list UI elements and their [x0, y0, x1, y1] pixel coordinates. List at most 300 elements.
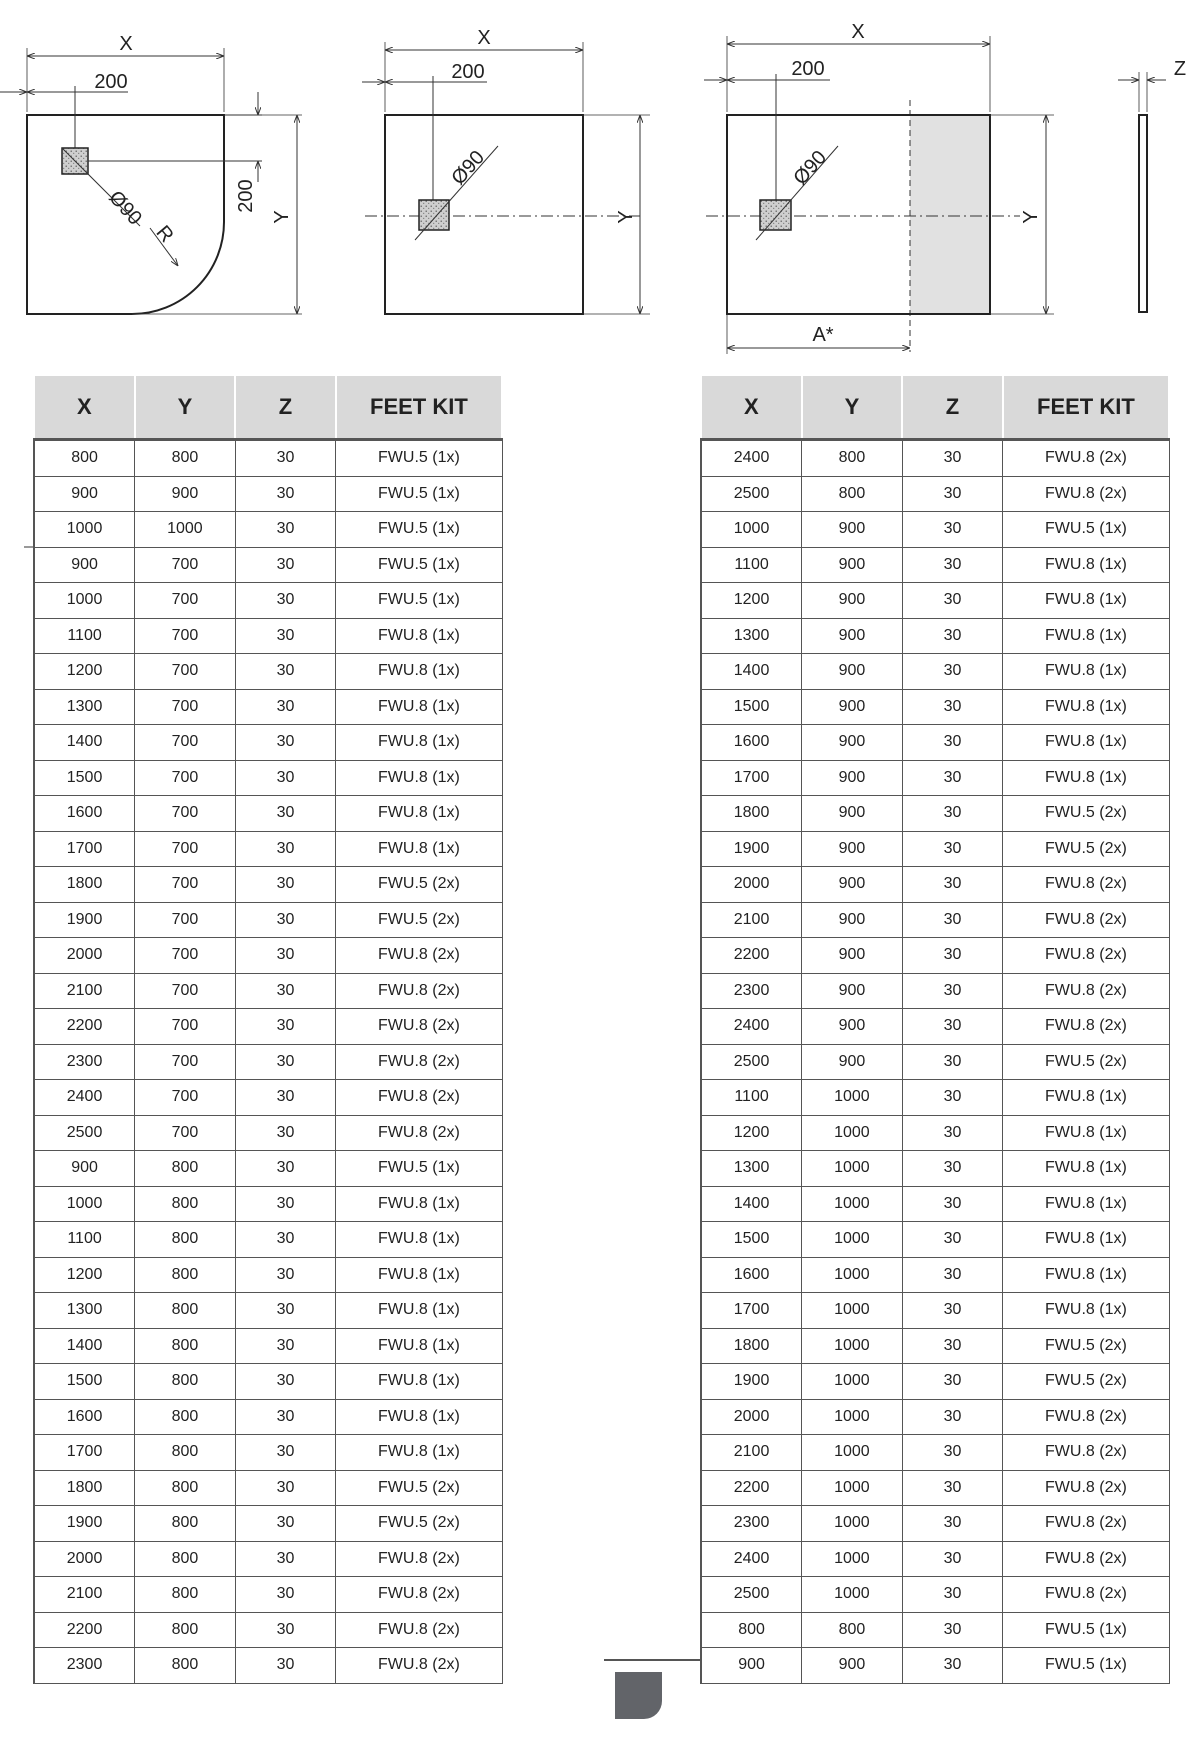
table-cell: FWU.5 (2x): [1003, 1328, 1169, 1364]
table-cell: 800: [135, 1328, 236, 1364]
table-cell: 1600: [34, 1399, 135, 1435]
table-cell: 30: [235, 1364, 336, 1400]
table-cell: 900: [34, 547, 135, 583]
table-cell: FWU.8 (2x): [1003, 1541, 1169, 1577]
table-cell: 30: [902, 1435, 1003, 1471]
dimension-200-side-label: 200: [235, 179, 257, 213]
table-cell: FWU.8 (2x): [1003, 476, 1169, 512]
drain-diameter-label: Ø90: [789, 146, 832, 190]
table-cell: 1000: [34, 512, 135, 548]
table-cell: 30: [902, 867, 1003, 903]
table-cell: 1000: [802, 1435, 903, 1471]
table-cell: 700: [135, 1009, 236, 1045]
table-cell: FWU.5 (1x): [336, 583, 502, 619]
table-cell: 30: [235, 1151, 336, 1187]
table-cell: 900: [802, 1009, 903, 1045]
table-cell: 2300: [701, 973, 802, 1009]
table-cell: 30: [902, 512, 1003, 548]
table-cell: 1100: [701, 547, 802, 583]
table-row: [34, 512, 502, 548]
table-cell: 30: [902, 689, 1003, 725]
table-cell: FWU.8 (1x): [336, 1222, 502, 1258]
table-cell: 30: [902, 1186, 1003, 1222]
table-cell: 700: [135, 796, 236, 832]
table-cell: 700: [135, 654, 236, 690]
table-cell: 1800: [34, 867, 135, 903]
table-row: [34, 938, 502, 974]
table-cell: 900: [135, 476, 236, 512]
table-cell: 1000: [802, 1577, 903, 1613]
table-cell: 2100: [34, 1577, 135, 1613]
table-row: [34, 654, 502, 690]
table-cell: FWU.8 (2x): [336, 1009, 502, 1045]
side-profile-drawing: [1118, 58, 1186, 312]
table-cell: FWU.8 (1x): [336, 725, 502, 761]
table-cell: 800: [135, 1222, 236, 1258]
side-profile-outline: [1139, 115, 1147, 312]
table-row: [34, 1186, 502, 1222]
table-header-row: [701, 375, 1169, 440]
dimension-a-label: A*: [812, 324, 834, 346]
table-cell: FWU.8 (1x): [1003, 547, 1169, 583]
table-cell: 800: [802, 476, 903, 512]
table-cell: 30: [235, 973, 336, 1009]
table-cell: 1600: [701, 725, 802, 761]
table-row: [701, 1080, 1169, 1116]
table-cell: FWU.5 (1x): [1003, 1648, 1169, 1684]
table-row: [701, 1506, 1169, 1542]
dimension-z-label: Z: [1173, 58, 1187, 80]
table-cell: 700: [135, 1115, 236, 1151]
table-cell: FWU.5 (1x): [336, 547, 502, 583]
table-cell: FWU.8 (1x): [336, 654, 502, 690]
table-cell: 30: [902, 1080, 1003, 1116]
table-cell: 30: [235, 867, 336, 903]
table-row: [701, 760, 1169, 796]
table-cell: 1000: [802, 1186, 903, 1222]
table-cell: 30: [902, 1506, 1003, 1542]
table-row: [34, 831, 502, 867]
table-cell: 30: [902, 973, 1003, 1009]
table-cell: 900: [802, 547, 903, 583]
table-cell: FWU.8 (2x): [336, 1115, 502, 1151]
table-row: [701, 689, 1169, 725]
table-cell: FWU.8 (2x): [336, 1577, 502, 1613]
table-cell: 900: [802, 796, 903, 832]
table-cell: 30: [235, 440, 336, 477]
table-cell: 1500: [701, 689, 802, 725]
table-cell: 800: [135, 1470, 236, 1506]
table-cell: 2200: [34, 1009, 135, 1045]
table-cell: 1200: [701, 583, 802, 619]
table-cell: 30: [902, 1470, 1003, 1506]
table-cell: 900: [802, 760, 903, 796]
table-cell: 800: [701, 1612, 802, 1648]
table-cell: 30: [902, 1612, 1003, 1648]
table-cell: 700: [135, 831, 236, 867]
table-cell: 2000: [34, 1541, 135, 1577]
column-header: Y: [802, 375, 903, 440]
table-cell: FWU.5 (2x): [1003, 1364, 1169, 1400]
table-cell: 1000: [802, 1364, 903, 1400]
table-cell: 700: [135, 689, 236, 725]
table-cell: 1000: [802, 1506, 903, 1542]
table-cell: 1100: [34, 618, 135, 654]
table-cell: 30: [235, 1115, 336, 1151]
table-cell: FWU.8 (1x): [336, 1328, 502, 1364]
table-cell: FWU.8 (2x): [336, 1044, 502, 1080]
table-row: [701, 1151, 1169, 1187]
table-cell: 800: [135, 1506, 236, 1542]
table-row: [34, 476, 502, 512]
table-cell: FWU.8 (2x): [336, 1612, 502, 1648]
table-row: [701, 1044, 1169, 1080]
table-cell: FWU.8 (2x): [1003, 1577, 1169, 1613]
table-row: [34, 1470, 502, 1506]
table-cell: FWU.8 (2x): [1003, 1399, 1169, 1435]
table-cell: FWU.8 (2x): [1003, 938, 1169, 974]
table-cell: 700: [135, 547, 236, 583]
column-header: Z: [902, 375, 1003, 440]
table-cell: 900: [802, 938, 903, 974]
table-cell: FWU.8 (2x): [336, 1541, 502, 1577]
table-cell: 30: [235, 654, 336, 690]
table-row: [34, 1648, 502, 1684]
table-cell: 30: [235, 796, 336, 832]
table-row: [34, 760, 502, 796]
table-cell: FWU.8 (2x): [1003, 1009, 1169, 1045]
dimension-x-label: X: [851, 21, 865, 43]
table-cell: 30: [902, 725, 1003, 761]
table-cell: FWU.5 (1x): [336, 512, 502, 548]
table-cell: 800: [135, 1399, 236, 1435]
table-cell: 30: [902, 1044, 1003, 1080]
table-cell: 900: [802, 973, 903, 1009]
page-corner-tab: [615, 1672, 662, 1719]
table-cell: FWU.8 (2x): [336, 1648, 502, 1684]
table-row: [34, 1257, 502, 1293]
table-row: [34, 1222, 502, 1258]
table-cell: 30: [902, 1222, 1003, 1258]
table-cell: 30: [902, 1293, 1003, 1329]
table-row: [34, 1151, 502, 1187]
table-cell: 1700: [34, 831, 135, 867]
table-cell: 700: [135, 725, 236, 761]
table-row: [34, 1044, 502, 1080]
table-cell: 800: [135, 1648, 236, 1684]
table-row: [34, 1435, 502, 1471]
table-cell: 800: [135, 1612, 236, 1648]
table-cell: 30: [902, 1648, 1003, 1684]
table-cell: 800: [135, 1293, 236, 1329]
table-cell: FWU.5 (1x): [1003, 1612, 1169, 1648]
table-cell: 30: [235, 1222, 336, 1258]
quadrant-tray-drawing: [0, 33, 302, 314]
table-cell: FWU.8 (2x): [1003, 1506, 1169, 1542]
table-cell: 2500: [701, 476, 802, 512]
table-cell: 900: [802, 618, 903, 654]
table-row: [34, 1577, 502, 1613]
column-header: FEET KIT: [336, 375, 502, 440]
table-cell: 2100: [701, 1435, 802, 1471]
column-header: Z: [235, 375, 336, 440]
radius-label: R: [151, 221, 178, 247]
table-row: [701, 476, 1169, 512]
table-cell: 1100: [34, 1222, 135, 1258]
table-cell: 1300: [701, 618, 802, 654]
table-cell: 1000: [802, 1257, 903, 1293]
table-cell: 30: [235, 1612, 336, 1648]
table-cell: 700: [135, 583, 236, 619]
table-cell: 2400: [701, 1009, 802, 1045]
table-cell: 900: [802, 902, 903, 938]
table-cell: FWU.8 (1x): [336, 831, 502, 867]
table-cell: 700: [135, 938, 236, 974]
table-cell: 700: [135, 760, 236, 796]
table-cell: 30: [235, 476, 336, 512]
table-cell: 800: [802, 1612, 903, 1648]
table-cell: 30: [902, 796, 1003, 832]
dimension-200-label: 200: [451, 61, 485, 83]
table-cell: FWU.8 (1x): [336, 618, 502, 654]
table-cell: 700: [135, 1080, 236, 1116]
table-cell: 30: [902, 1009, 1003, 1045]
table-row: [701, 902, 1169, 938]
table-cell: 1500: [34, 760, 135, 796]
table-cell: 30: [235, 938, 336, 974]
table-cell: 30: [235, 831, 336, 867]
table-cell: 1000: [34, 1186, 135, 1222]
dimension-x-label: X: [119, 33, 133, 55]
table-cell: 30: [902, 938, 1003, 974]
table-row: [701, 1186, 1169, 1222]
table-row: [701, 1612, 1169, 1648]
table-row: [34, 689, 502, 725]
table-cell: 30: [235, 1470, 336, 1506]
table-row: [34, 867, 502, 903]
table-cell: 30: [235, 1435, 336, 1471]
table-cell: 800: [802, 440, 903, 477]
table-row: [34, 725, 502, 761]
table-cell: 900: [701, 1648, 802, 1684]
table-cell: 1300: [701, 1151, 802, 1187]
table-row: [34, 1506, 502, 1542]
dimension-200-label: 200: [94, 71, 128, 93]
table-row: [701, 973, 1169, 1009]
table-cell: FWU.8 (1x): [1003, 1257, 1169, 1293]
table-row: [701, 583, 1169, 619]
table-cell: 2200: [701, 1470, 802, 1506]
table-row: [701, 440, 1169, 477]
table-cell: FWU.8 (1x): [336, 1364, 502, 1400]
table-row: [701, 1115, 1169, 1151]
table-cell: 30: [235, 1009, 336, 1045]
table-cell: 800: [135, 1151, 236, 1187]
table-row: [34, 1399, 502, 1435]
table-cell: 2500: [34, 1115, 135, 1151]
table-row: [701, 796, 1169, 832]
table-cell: 900: [802, 512, 903, 548]
table-cell: FWU.8 (1x): [1003, 654, 1169, 690]
table-cell: 30: [902, 618, 1003, 654]
table-cell: FWU.8 (2x): [336, 1080, 502, 1116]
table-cell: 30: [235, 1541, 336, 1577]
table-row: [701, 867, 1169, 903]
table-cell: FWU.5 (2x): [336, 1470, 502, 1506]
column-header: X: [34, 375, 135, 440]
table-cell: 800: [34, 440, 135, 477]
table-cell: 2100: [701, 902, 802, 938]
table-cell: 30: [902, 1577, 1003, 1613]
table-cell: FWU.8 (1x): [336, 760, 502, 796]
table-cell: 30: [902, 831, 1003, 867]
table-cell: 1000: [802, 1115, 903, 1151]
table-cell: FWU.8 (2x): [1003, 1470, 1169, 1506]
table-cell: FWU.8 (1x): [1003, 1222, 1169, 1258]
table-body: [34, 440, 502, 1684]
table-cell: 1100: [701, 1080, 802, 1116]
table-cell: 2100: [34, 973, 135, 1009]
table-row: [34, 1115, 502, 1151]
table-cell: 30: [235, 689, 336, 725]
table-row: [701, 1257, 1169, 1293]
table-cell: 1000: [34, 583, 135, 619]
table-cell: 700: [135, 618, 236, 654]
table-cell: FWU.8 (1x): [336, 1186, 502, 1222]
table-cell: FWU.8 (2x): [1003, 867, 1169, 903]
table-cell: FWU.5 (2x): [336, 902, 502, 938]
table-cell: 2000: [34, 938, 135, 974]
table-cell: FWU.5 (2x): [1003, 796, 1169, 832]
table-cell: FWU.8 (1x): [336, 1257, 502, 1293]
table-cell: FWU.8 (1x): [336, 689, 502, 725]
table-row: [701, 725, 1169, 761]
table-cell: 700: [135, 973, 236, 1009]
table-cell: 30: [235, 547, 336, 583]
table-cell: FWU.8 (1x): [1003, 1151, 1169, 1187]
table-cell: 800: [135, 1186, 236, 1222]
table-cell: 1900: [34, 1506, 135, 1542]
table-row: [34, 1293, 502, 1329]
table-cell: 1300: [34, 1293, 135, 1329]
table-cell: FWU.8 (1x): [336, 1399, 502, 1435]
table-cell: 1000: [701, 512, 802, 548]
table-cell: 800: [135, 440, 236, 477]
table-cell: 900: [802, 583, 903, 619]
table-row: [701, 1009, 1169, 1045]
table-cell: 1000: [802, 1222, 903, 1258]
table-cell: FWU.8 (2x): [1003, 1435, 1169, 1471]
table-row: [701, 654, 1169, 690]
table-row: [701, 938, 1169, 974]
table-row: [34, 973, 502, 1009]
table-cell: FWU.5 (2x): [336, 867, 502, 903]
table-cell: 1800: [701, 796, 802, 832]
table-cell: FWU.5 (1x): [1003, 512, 1169, 548]
table-cell: 30: [902, 1151, 1003, 1187]
table-cell: 30: [902, 1541, 1003, 1577]
table-cell: 1200: [34, 654, 135, 690]
table-cell: 30: [235, 1328, 336, 1364]
table-cell: 900: [802, 689, 903, 725]
column-header: X: [701, 375, 802, 440]
table-cell: 2300: [701, 1506, 802, 1542]
table-cell: 30: [235, 1186, 336, 1222]
table-cell: 1500: [701, 1222, 802, 1258]
table-cell: 800: [135, 1577, 236, 1613]
table-cell: 1400: [701, 654, 802, 690]
table-cell: 1900: [34, 902, 135, 938]
table-cell: 30: [235, 583, 336, 619]
table-cell: 2200: [701, 938, 802, 974]
drain-diameter-label: Ø90: [104, 186, 146, 230]
table-cell: FWU.8 (1x): [336, 796, 502, 832]
table-cell: 30: [235, 1044, 336, 1080]
table-cell: 1300: [34, 689, 135, 725]
sizes-table-right: [700, 374, 1170, 1684]
table-cell: 1000: [802, 1541, 903, 1577]
table-cell: 30: [235, 760, 336, 796]
table-cell: 30: [235, 1399, 336, 1435]
table-cell: 1000: [802, 1399, 903, 1435]
table-cell: FWU.8 (2x): [336, 938, 502, 974]
table-cell: 30: [235, 618, 336, 654]
table-cell: 800: [135, 1257, 236, 1293]
table-cell: 30: [235, 1648, 336, 1684]
table-cell: 30: [902, 1257, 1003, 1293]
table-cell: 900: [802, 1648, 903, 1684]
table-cell: 900: [34, 476, 135, 512]
table-cell: 1000: [802, 1151, 903, 1187]
table-cell: 30: [235, 1080, 336, 1116]
table-cell: 2300: [34, 1648, 135, 1684]
table-row: [701, 1470, 1169, 1506]
dimension-200-label: 200: [791, 58, 825, 80]
table-cell: FWU.8 (1x): [336, 1435, 502, 1471]
table-cell: FWU.5 (1x): [336, 476, 502, 512]
table-cell: 2400: [701, 440, 802, 477]
table-row: [701, 1648, 1169, 1684]
table-cell: 30: [902, 583, 1003, 619]
table-cell: 900: [802, 867, 903, 903]
table-cell: 1400: [34, 1328, 135, 1364]
table-cell: 1000: [135, 512, 236, 548]
table-cell: FWU.8 (2x): [1003, 902, 1169, 938]
table-cell: 2000: [701, 867, 802, 903]
table-cell: 1200: [34, 1257, 135, 1293]
divider-line: [604, 1659, 700, 1661]
table-cell: 700: [135, 867, 236, 903]
table-row: [701, 512, 1169, 548]
table-row: [34, 440, 502, 477]
table-cell: 30: [235, 1293, 336, 1329]
table-row: [701, 547, 1169, 583]
table-row: [701, 831, 1169, 867]
table-cell: 1600: [701, 1257, 802, 1293]
rectangle-tray-drawing: [704, 21, 1054, 354]
table-cell: 1900: [701, 1364, 802, 1400]
table-cell: 30: [902, 440, 1003, 477]
table-cell: 2000: [701, 1399, 802, 1435]
table-cell: FWU.8 (1x): [1003, 1186, 1169, 1222]
dimension-x-label: X: [477, 27, 491, 49]
table-cell: FWU.8 (1x): [1003, 583, 1169, 619]
table-cell: 30: [902, 1328, 1003, 1364]
table-cell: FWU.5 (2x): [1003, 831, 1169, 867]
table-cell: 800: [135, 1541, 236, 1577]
table-cell: 1000: [802, 1470, 903, 1506]
table-cell: FWU.8 (1x): [336, 1293, 502, 1329]
